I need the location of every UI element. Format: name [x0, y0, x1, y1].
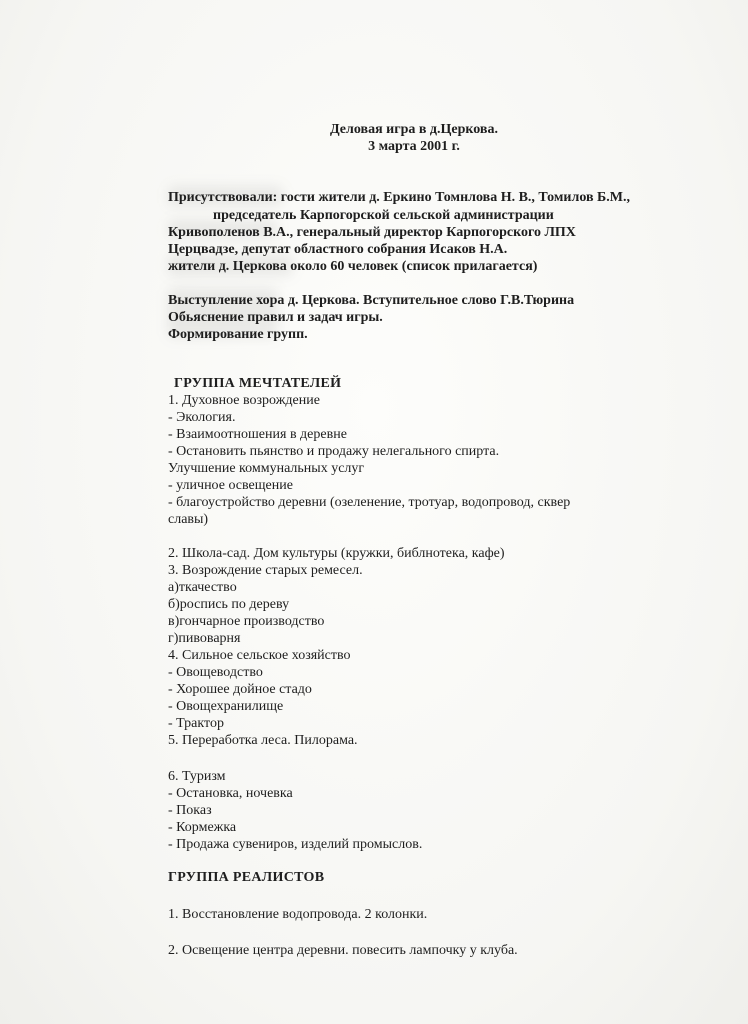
- group-realists-title: ГРУППА РЕАЛИСТОВ: [168, 870, 325, 885]
- group-dreamers-title: ГРУППА МЕЧТАТЕЛЕЙ: [174, 376, 342, 391]
- list-item: 2. Школа-сад. Дом культуры (кружки, библнотека, кафе): [168, 546, 505, 561]
- list-item: - Взаимоотношения в деревне: [168, 427, 347, 442]
- list-item: - Кормежка: [168, 820, 237, 835]
- list-item: г)пивоварня: [168, 631, 241, 646]
- list-item: - Остановить пьянство и продажу нелегального спирта.: [168, 444, 500, 459]
- list-item: славы): [168, 512, 209, 527]
- list-item: 2. Освещение центра деревни. повесить лампочку у клуба.: [168, 943, 518, 958]
- document-date: 3 марта 2001 г.: [368, 139, 460, 154]
- list-item: 5. Переработка леса. Пилорама.: [168, 733, 358, 748]
- list-item: - Показ: [168, 803, 212, 818]
- program-line: Выступление хора д. Церкова. Вступительное слово Г.В.Тюрина: [168, 293, 575, 308]
- present-line: председатель Карпогорской сельской администрации: [213, 208, 554, 223]
- program-line: Формирование групп.: [168, 327, 308, 342]
- list-item: 3. Возрождение старых ремесел.: [168, 563, 363, 578]
- list-item: 1. Восстановление водопровода. 2 колонки.: [168, 907, 428, 922]
- list-item: 6. Туризм: [168, 769, 226, 784]
- present-line: Кривополенов В.А., генеральный директор Карпогорского ЛПХ: [168, 225, 576, 240]
- present-line: жители д. Церкова около 60 человек (список прилагается): [168, 259, 538, 274]
- list-item: б)роспись по дереву: [168, 597, 290, 612]
- list-item: 4. Сильное сельское хозяйство: [168, 648, 351, 663]
- list-item: Улучшение коммунальных услуг: [168, 461, 365, 476]
- list-item: - уличное освещение: [168, 478, 293, 493]
- present-line: Церцвадзе, депутат областного собрания Исаков Н.А.: [168, 242, 508, 257]
- list-item: - Трактор: [168, 716, 224, 731]
- list-item: - Овощехранилище: [168, 699, 284, 714]
- present-line: Присутствовали: гости жители д. Еркино Томнлова Н. В., Томилов Б.М.,: [168, 190, 631, 205]
- list-item: - благоустройство деревни (озеленение, тротуар, водопровод, сквер: [168, 495, 571, 510]
- list-item: 1. Духовное возрождение: [168, 393, 320, 408]
- list-item: - Экология.: [168, 410, 236, 425]
- list-item: - Хорошее дойное стадо: [168, 682, 312, 697]
- program-line: Обьяснение правил и задач игры.: [168, 310, 383, 325]
- list-item: - Продажа сувениров, изделий промыслов.: [168, 837, 423, 852]
- list-item: - Остановка, ночевка: [168, 786, 293, 801]
- list-item: а)ткачество: [168, 580, 237, 595]
- document-title: Деловая игра в д.Церкова.: [330, 122, 498, 137]
- list-item: в)гончарное производство: [168, 614, 325, 629]
- list-item: - Овощеводство: [168, 665, 263, 680]
